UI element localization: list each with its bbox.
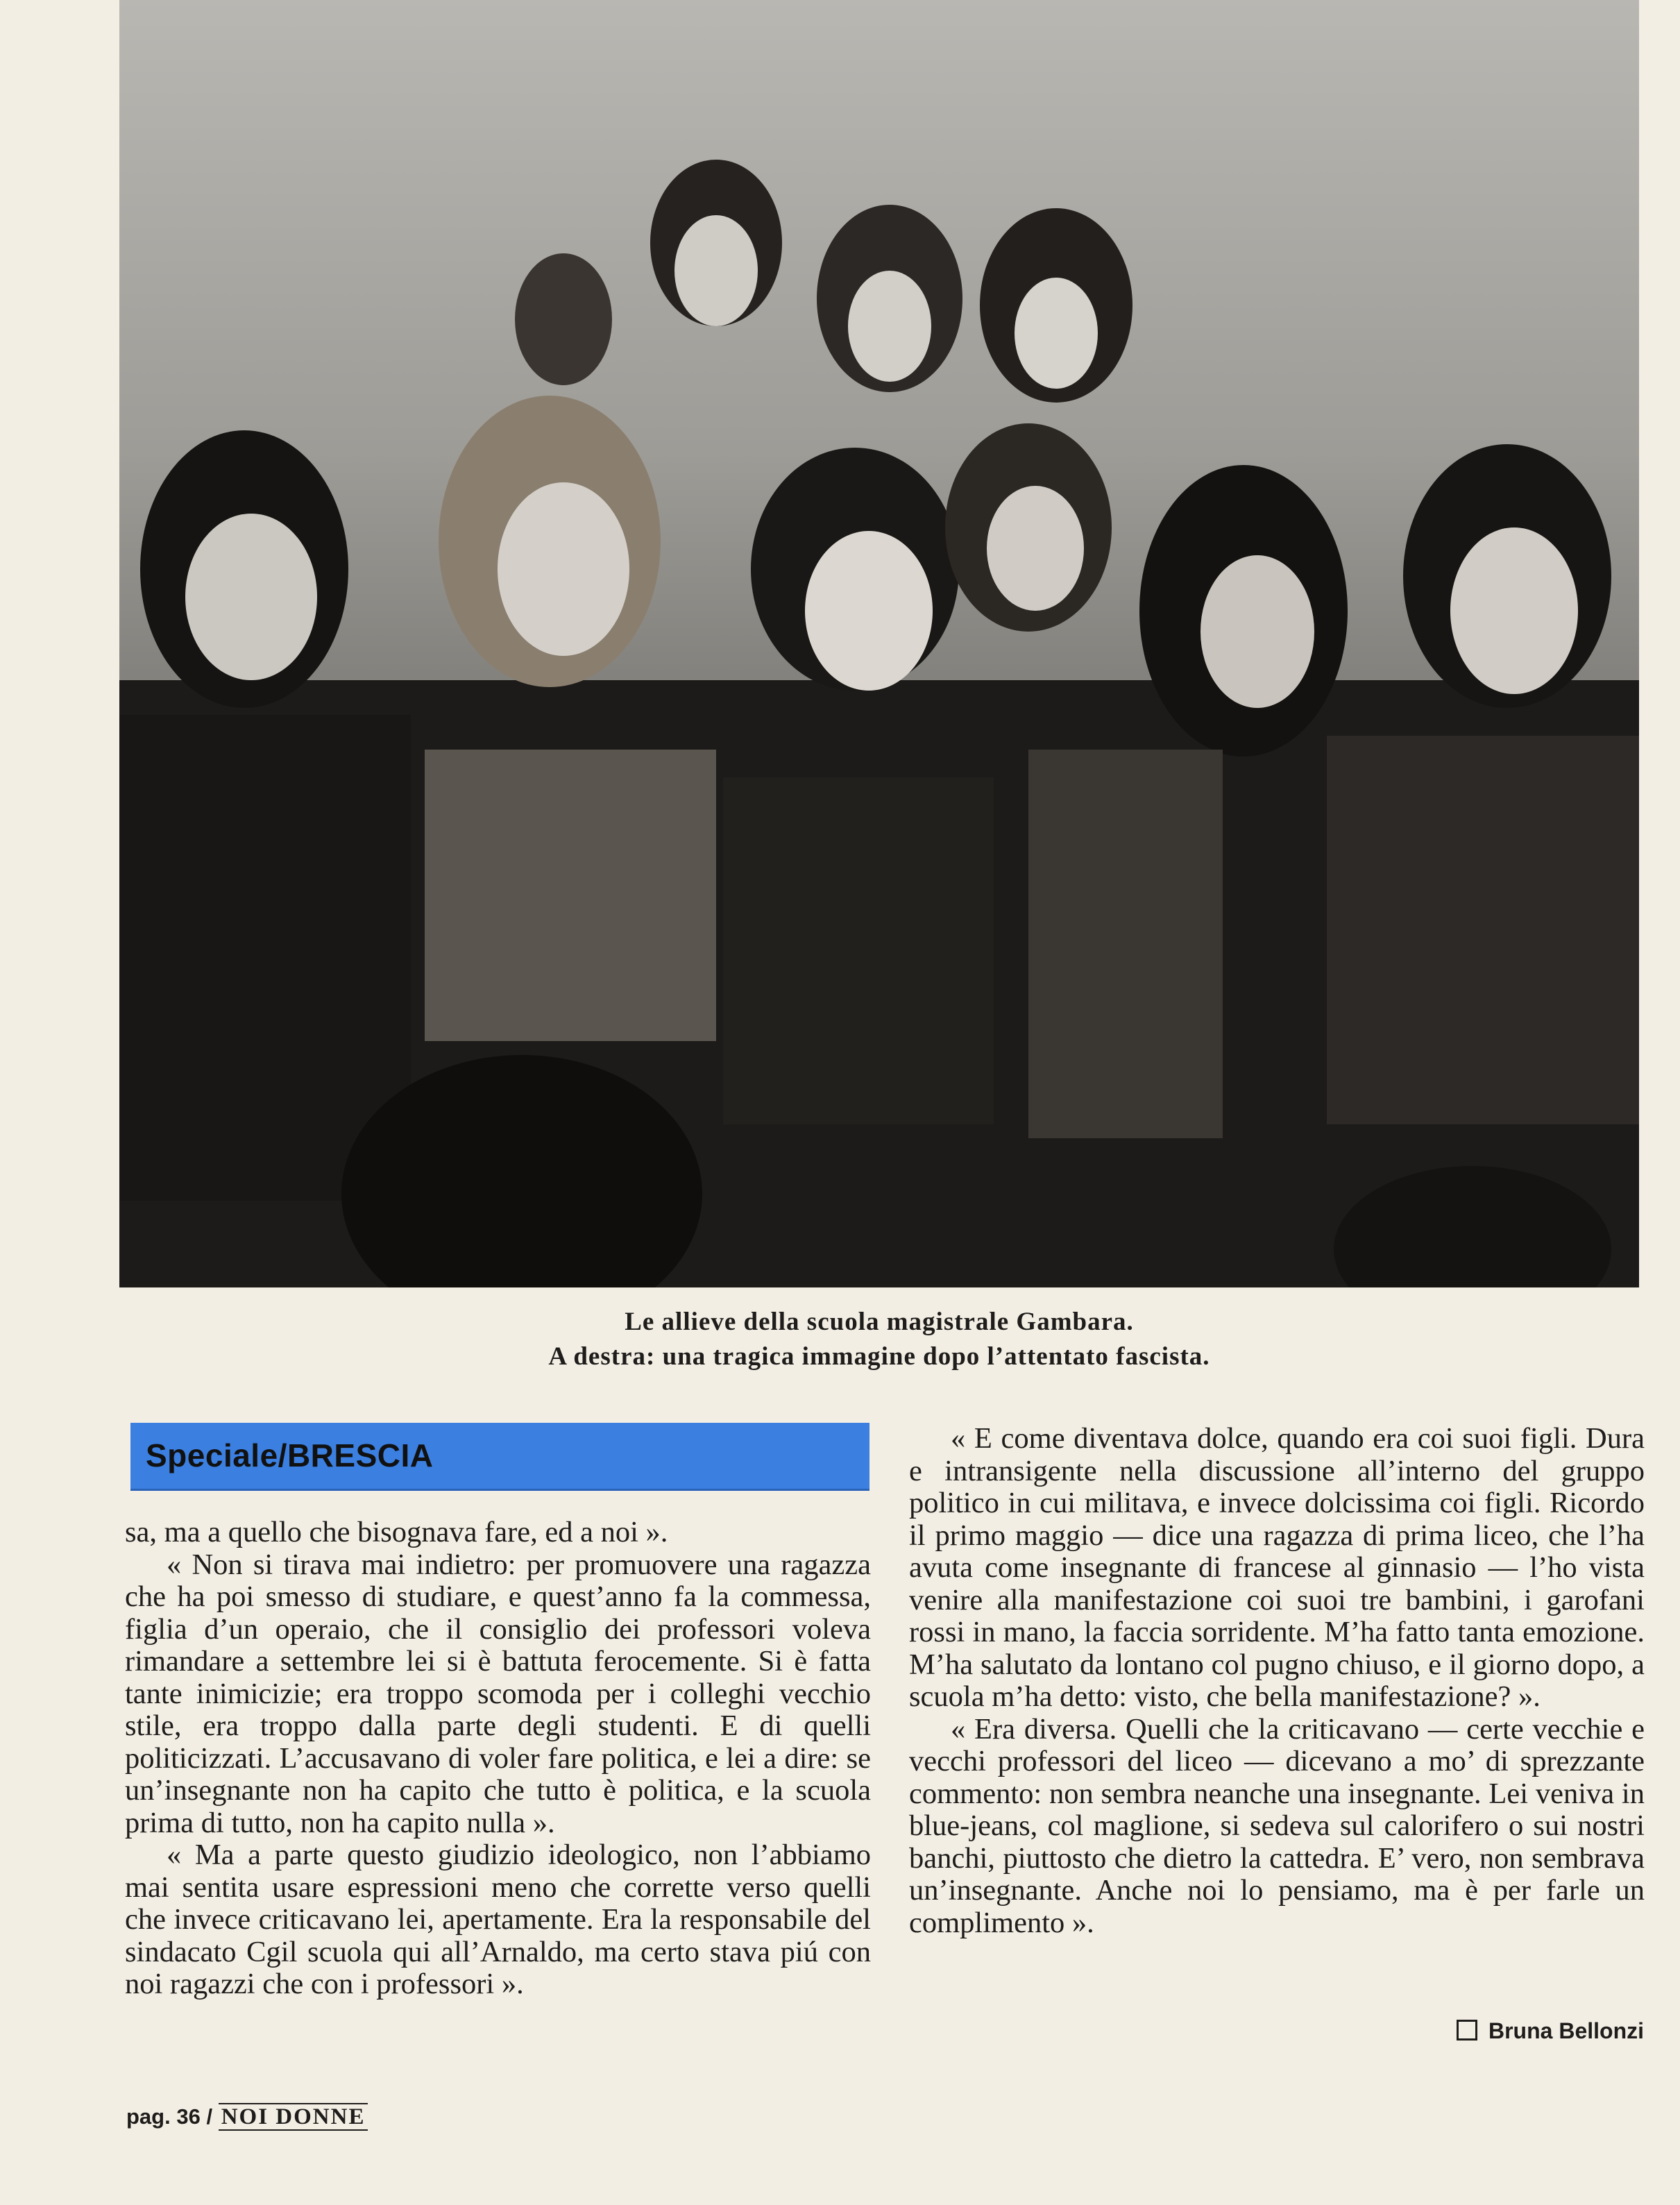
square-bullet-icon bbox=[1457, 2020, 1477, 2041]
page-footer bbox=[126, 2104, 368, 2130]
right-column bbox=[909, 1423, 1645, 1939]
page-number: pag. 36 bbox=[126, 2104, 201, 2129]
caption-line-2: A destra: una tragica immagine dopo l’attentato fascista. bbox=[548, 1342, 1210, 1371]
paragraph: « Ma a parte questo giudizio ideologico, non l’abbiamo mai sentita usare espressioni meno che corrette verso quelli che invece criticavano lei, apertamente. Era la responsabile del sindacato Cgil scuola qui all’Arnaldo, ma certo stava piú con noi ragazzi che con i professori ». bbox=[125, 1839, 871, 2000]
section-banner bbox=[130, 1423, 869, 1491]
left-column bbox=[125, 1517, 871, 2001]
footer-separator: / bbox=[206, 2104, 213, 2129]
paragraph: « Era diversa. Quelli che la criticavano — certe vecchie e vecchi professori del liceo — dicevano a mo’ di sprezzante commento: non sembra neanche una insegnante. Lei veniva in blue-jeans, col maglione, si sedeva sul calorifero o sui nostri banchi, piuttosto che dietro la cattedra. E’ vero, non sembrava un’insegnante. Anche noi lo pensiamo, ma è per farle un complimento ». bbox=[909, 1712, 1645, 1939]
article-photo bbox=[119, 0, 1639, 1287]
magazine-name: NOI DONNE bbox=[219, 2103, 368, 2131]
photo-of-students-icon bbox=[119, 0, 1639, 1287]
author-name: Bruna Bellonzi bbox=[1488, 2018, 1644, 2043]
caption-line-1: Le allieve della scuola magistrale Gambara. bbox=[625, 1308, 1134, 1336]
paragraph: « Non si tirava mai indietro: per promuovere una ragazza che ha poi smesso di studiare, e quest’anno fa la commessa, figlia d’un operaio, che il consiglio dei professori voleva rimandare a settembre lei si è battuta ferocemente. Si è fatta tante inimicizie; era troppo scomoda per i colleghi vecchio stile, era troppo dalla parte degli studenti. E di quelli politicizzati. L’accusavano di voler fare politica, e lei a dire: se un’insegnante non ha capito che tutto è politica, e la scuola prima di tutto, non ha capito nulla ». bbox=[125, 1548, 871, 1839]
author-signature bbox=[1457, 2018, 1644, 2044]
section-label: Speciale/BRESCIA bbox=[146, 1437, 434, 1473]
paragraph: « E come diventava dolce, quando era coi suoi figli. Dura e intransigente nella discussione all’interno del gruppo politico in cui militava, e invece dolcissima coi figli. Ricordo il primo maggio — dice una ragazza di prima liceo, che l’ha avuta come insegnante di francese al ginnasio — l’ho vista venire alla manifestazione coi suoi tre bambini, i garofani rossi in mano, la faccia sorridente. M’ha fatto tanta emozione. M’ha salutato da lontano col pugno chiuso, e il giorno dopo, a scuola m’ha detto: visto, che bella manifestazione? ». bbox=[909, 1422, 1645, 1713]
photo-caption bbox=[119, 1305, 1639, 1374]
paragraph: sa, ma a quello che bisognava fare, ed a noi ». bbox=[125, 1516, 668, 1548]
